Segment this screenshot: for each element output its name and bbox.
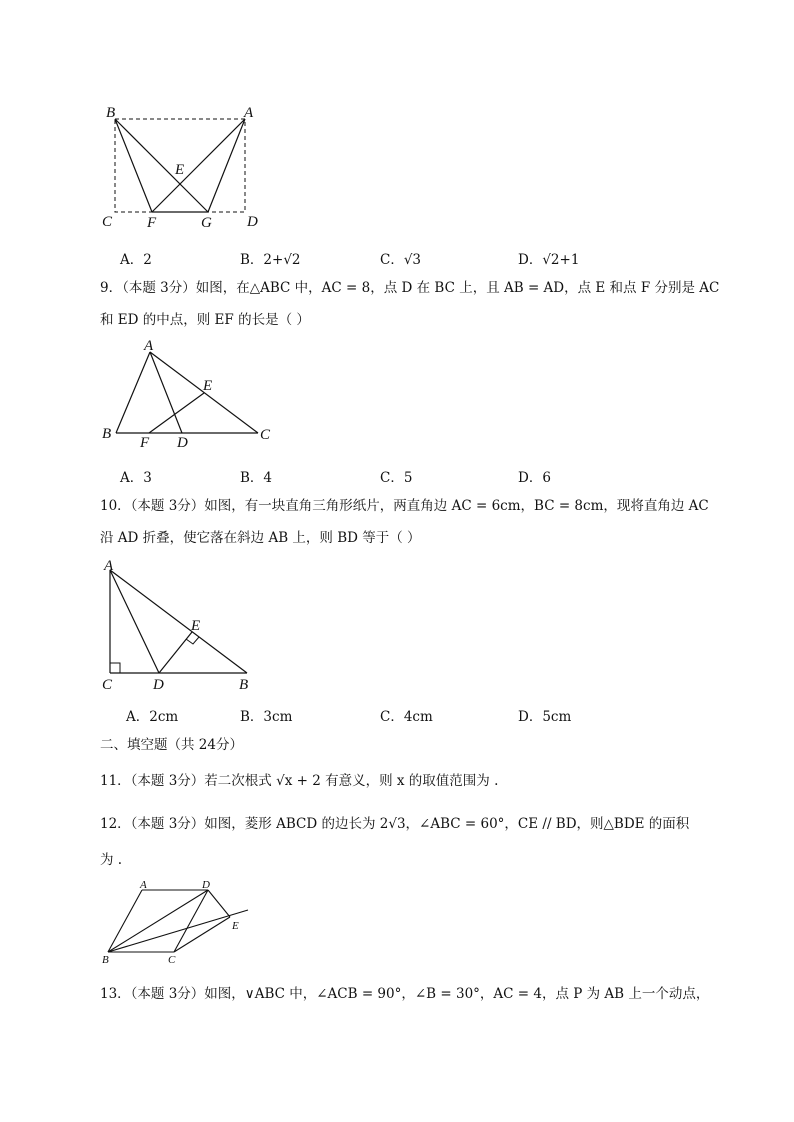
q12-line-ce — [174, 917, 230, 952]
q12-label-a: A — [140, 879, 147, 891]
q12-line-de — [208, 890, 230, 917]
q9-option-b[interactable]: B．4 — [240, 470, 273, 486]
q8-label-a: A — [244, 105, 254, 121]
q8-option-d[interactable]: D．√2+1 — [518, 252, 580, 268]
q8-label-f: F — [147, 215, 157, 231]
section-fill-in-title: 二、填空题（共 24分） — [100, 737, 243, 753]
q8-option-c[interactable]: C．√3 — [380, 252, 422, 268]
q8-figure — [100, 98, 270, 233]
q10-line-ad — [110, 570, 159, 673]
q10-option-a[interactable]: A．2cm — [126, 709, 179, 725]
q12-label-b: B — [102, 954, 109, 966]
q8-label-g: G — [201, 215, 212, 231]
q12-line-ab — [108, 890, 142, 952]
q9-line-ef — [149, 393, 204, 433]
q9-option-a[interactable]: A．3 — [120, 470, 152, 486]
q10-stem-line1: 10．（本题 3分）如图，有一块直角三角形纸片，两直角边 AC = 6cm，BC = 8cm，现将直角边 AC — [100, 498, 709, 514]
q10-option-c[interactable]: C．4cm — [380, 709, 433, 725]
q9-figure — [96, 336, 286, 451]
q9-label-b: B — [102, 426, 112, 442]
q8-label-e: E — [175, 162, 185, 178]
q8-label-d: D — [247, 214, 258, 230]
q8-label-c: C — [102, 214, 113, 230]
q8-line-af — [152, 119, 245, 212]
q12-label-d: D — [202, 879, 210, 891]
q10-line-de — [159, 632, 192, 673]
q10-right-angle-c — [110, 663, 120, 673]
q13-stem: 13．（本题 3分）如图，∨ABC 中，∠ACB = 90°，∠B = 30°，AC = 4，点 P 为 AB 上一个动点， — [100, 986, 710, 1002]
q9-option-c[interactable]: C．5 — [380, 470, 413, 486]
q9-option-d[interactable]: D．6 — [518, 470, 551, 486]
q12-line-bd — [108, 890, 208, 952]
q10-label-a: A — [104, 558, 114, 574]
q12-label-e: E — [232, 920, 239, 932]
q9-stem-line2: 和 ED 的中点，则 EF 的长是（ ） — [100, 312, 310, 328]
q9-stem-line1: 9．（本题 3分）如图，在△ABC 中，AC = 8，点 D 在 BC 上，且 AB = AD，点 E 和点 F 分别是 AC — [100, 280, 720, 296]
q12-label-c: C — [168, 954, 176, 966]
q12-figure — [96, 878, 256, 968]
q8-line-ag — [208, 119, 245, 212]
q12-stem-line1: 12．（本题 3分）如图，菱形 ABCD 的边长为 2√3，∠ABC = 60°，CE // BD，则△BDE 的面积 — [100, 816, 690, 832]
q10-option-b[interactable]: B．3cm — [240, 709, 293, 725]
q10-right-angle-e — [186, 637, 199, 644]
q9-label-d: D — [177, 435, 188, 451]
q10-stem-line2: 沿 AD 折叠，使它落在斜边 AB 上，则 BD 等于（ ） — [100, 530, 421, 546]
q9-label-f: F — [140, 435, 150, 451]
q11-stem: 11．（本题 3分）若二次根式 √x + 2 有意义，则 x 的取值范围为 . — [100, 773, 499, 789]
q10-label-d: D — [153, 677, 164, 693]
q9-label-a: A — [144, 338, 154, 354]
q8-option-b[interactable]: B．2+√2 — [240, 252, 301, 268]
q10-figure — [98, 556, 263, 696]
q10-line-ab — [110, 570, 247, 673]
q10-label-b: B — [239, 677, 249, 693]
q8-line-bf — [115, 119, 152, 212]
q10-label-c: C — [102, 677, 113, 693]
q10-option-d[interactable]: D．5cm — [518, 709, 572, 725]
q9-line-ab — [116, 352, 150, 433]
q8-label-b: B — [106, 105, 116, 121]
q8-option-a[interactable]: A．2 — [120, 252, 152, 268]
q9-label-c: C — [260, 427, 271, 443]
q9-label-e: E — [203, 378, 213, 394]
q12-line-dc — [174, 890, 208, 952]
q10-label-e: E — [191, 618, 201, 634]
q12-stem-line2: 为 . — [100, 852, 123, 868]
q8-line-bg — [115, 119, 208, 212]
